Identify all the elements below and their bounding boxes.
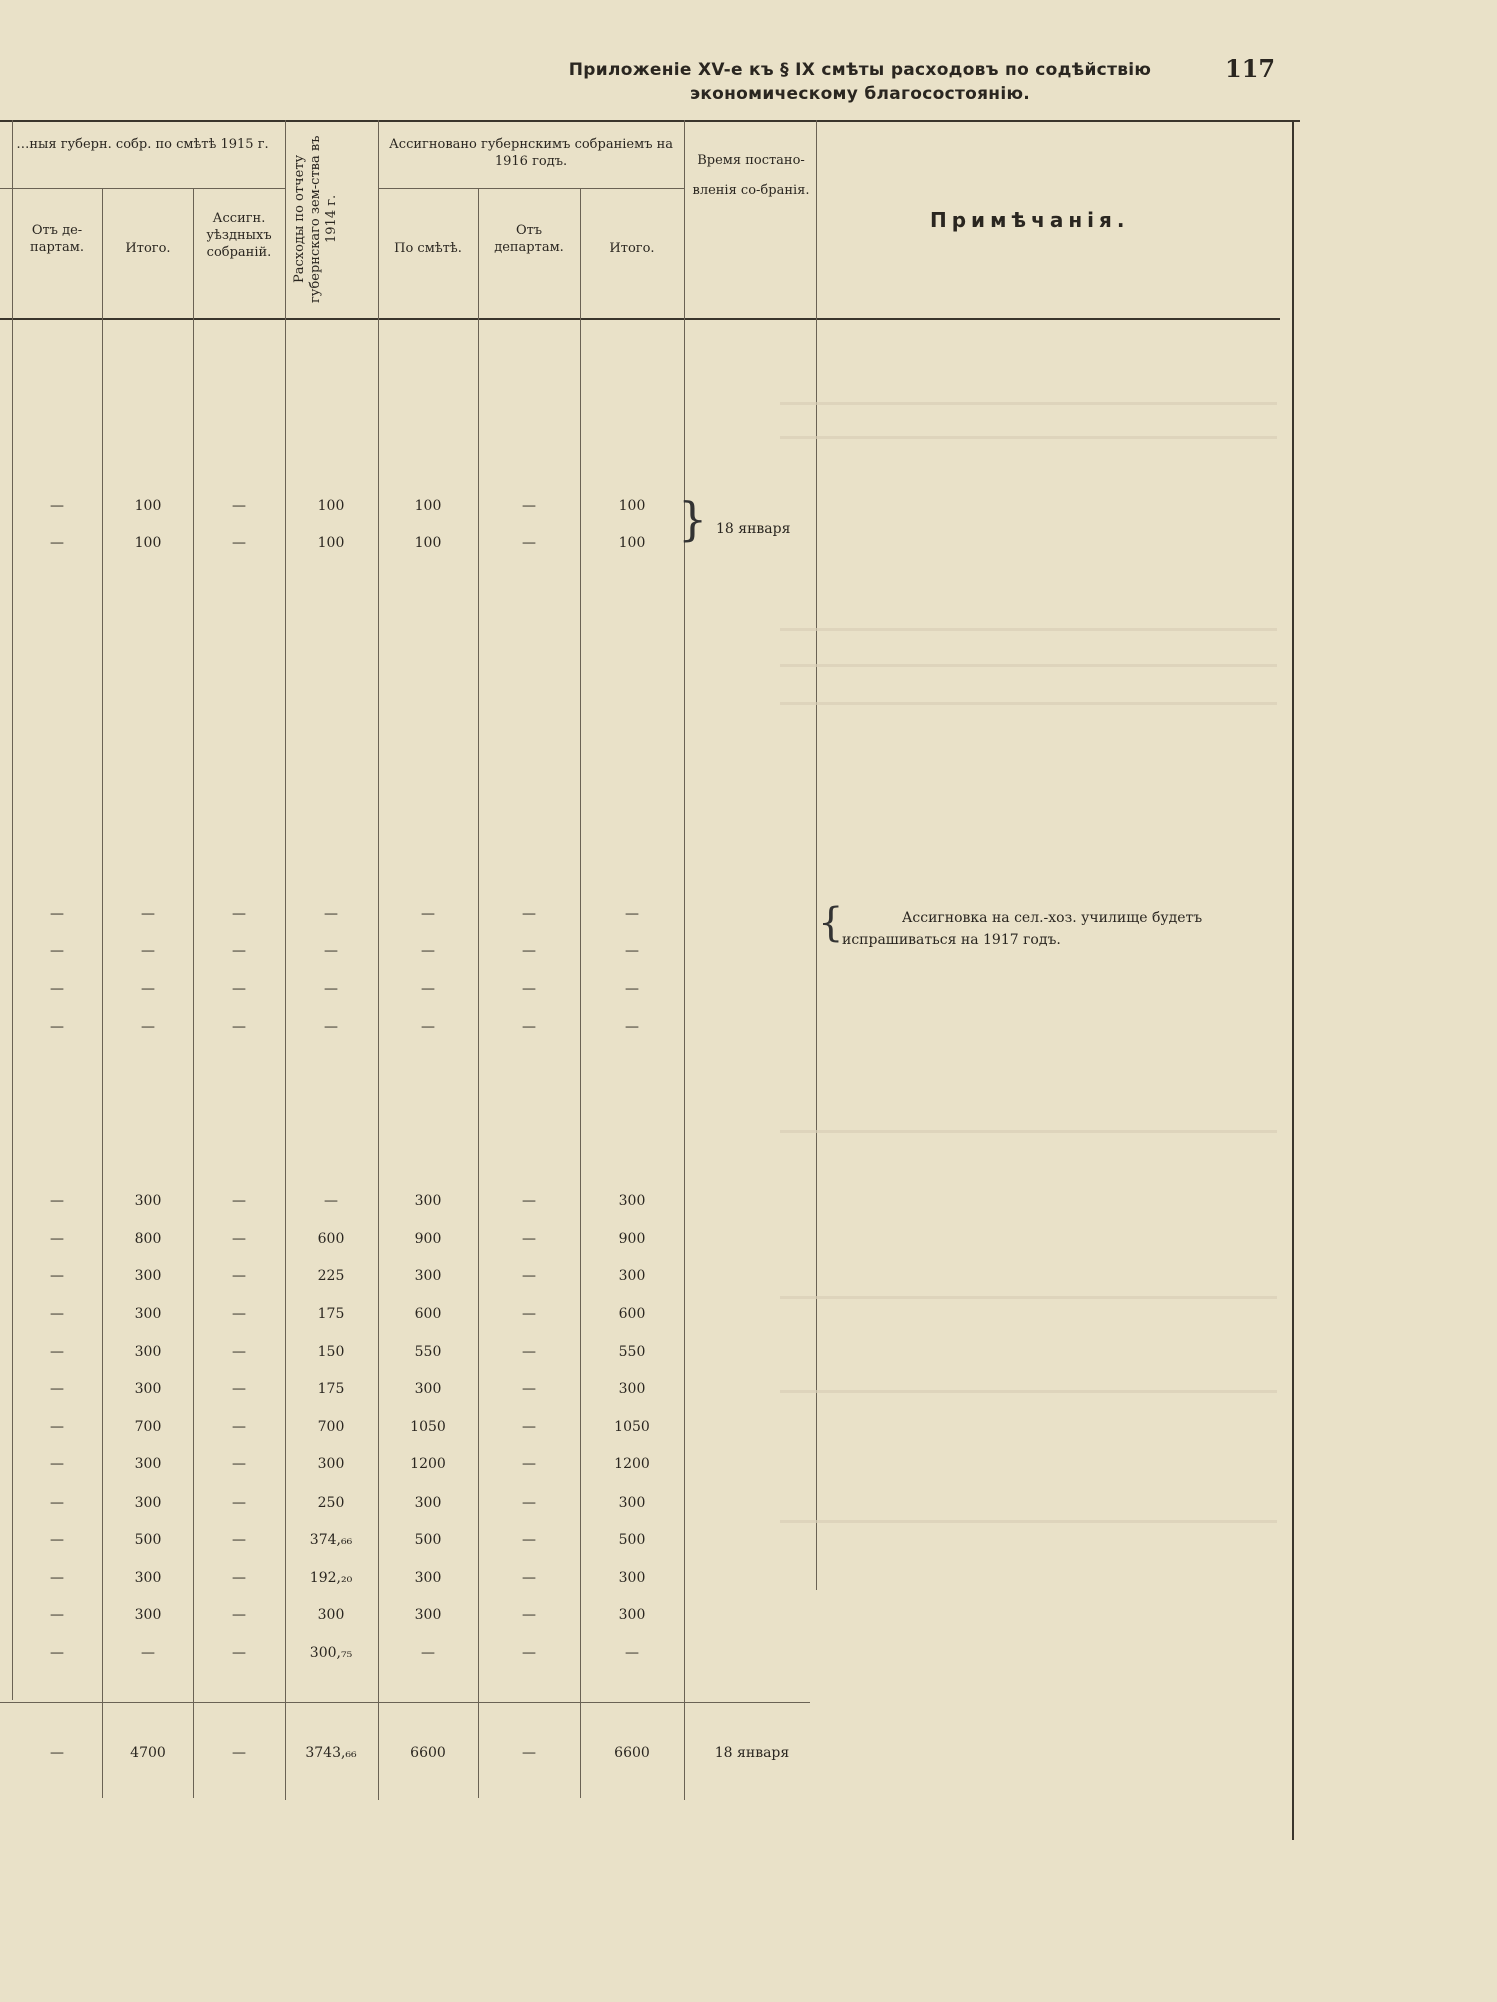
- header-line-2: экономическому благосостоянію.: [689, 84, 1031, 104]
- table-cell: —: [50, 943, 64, 959]
- table-cell: 900: [414, 1231, 442, 1247]
- table-cell: —: [50, 906, 64, 922]
- table-cell: —: [324, 1019, 338, 1035]
- table-cell: —: [50, 1019, 64, 1035]
- table-cell: —: [625, 943, 639, 959]
- table-cell: —: [232, 1532, 246, 1548]
- table-cell: —: [232, 981, 246, 997]
- bleed-through: [780, 664, 1277, 667]
- table-cell: 100: [134, 535, 162, 551]
- table-cell: —: [522, 1495, 536, 1511]
- total-cell: 6600: [614, 1745, 650, 1761]
- page-number: 117: [1225, 54, 1276, 83]
- header-group-1916: Ассигновано губернскимъ собраніемъ на 1916 годъ.: [388, 137, 674, 169]
- table-cell: —: [324, 906, 338, 922]
- table-cell: —: [50, 1344, 64, 1360]
- table-cell: —: [50, 498, 64, 514]
- header-from-department: Отъ де-партам.: [30, 223, 84, 255]
- table-cell: —: [232, 1193, 246, 1209]
- table-cell: 300: [134, 1495, 162, 1511]
- table-cell: 100: [618, 535, 646, 551]
- table-cell: 1050: [614, 1419, 650, 1435]
- table-cell: 500: [618, 1532, 646, 1548]
- table-cell: —: [522, 1645, 536, 1661]
- table-cell: 300: [317, 1607, 345, 1623]
- table-cell: 300: [618, 1381, 646, 1397]
- table-cell: —: [232, 906, 246, 922]
- brace-rows-1-2: }: [678, 492, 708, 546]
- bleed-through: [780, 1390, 1277, 1393]
- note-line-1: Ассигновка на сел.-хоз. училище будетъ: [901, 910, 1203, 926]
- total-cell: —: [522, 1745, 536, 1761]
- total-cell: —: [50, 1745, 64, 1761]
- table-cell: —: [625, 906, 639, 922]
- table-cell: 300: [414, 1193, 442, 1209]
- table-cell: 300: [618, 1570, 646, 1586]
- table-cell: 600: [317, 1231, 345, 1247]
- time-rows-1-2: 18 января: [716, 521, 791, 537]
- col-rule: [816, 120, 817, 1590]
- table-cell: —: [522, 981, 536, 997]
- table-cell: 900: [618, 1231, 646, 1247]
- bleed-through: [780, 1296, 1277, 1299]
- page-header: [520, 58, 1200, 106]
- table-cell: —: [625, 981, 639, 997]
- table-cell: —: [522, 1193, 536, 1209]
- table-cell: 175: [317, 1306, 345, 1322]
- table-cell: 100: [618, 498, 646, 514]
- table-cell: —: [232, 1607, 246, 1623]
- table-cell: 800: [134, 1231, 162, 1247]
- table-cell: 300: [134, 1456, 162, 1472]
- table-cell: —: [522, 1019, 536, 1035]
- table-cell: 100: [317, 498, 345, 514]
- table-cell: 150: [317, 1344, 345, 1360]
- table-cell: 300: [414, 1570, 442, 1586]
- table-cell: —: [232, 1231, 246, 1247]
- table-cell: —: [50, 981, 64, 997]
- header-by-estimate: По смѣтѣ.: [394, 241, 462, 256]
- table-cell: —: [141, 1019, 155, 1035]
- table-cell: —: [50, 1645, 64, 1661]
- header-group-1915: …ныя губерн. собр. по смѣтѣ 1915 г.: [16, 137, 269, 152]
- table-cell: —: [50, 1231, 64, 1247]
- table-cell: 700: [134, 1419, 162, 1435]
- table-cell: 100: [134, 498, 162, 514]
- header-total-1915: Итого.: [125, 241, 171, 256]
- table-cell: —: [522, 1344, 536, 1360]
- table-cell: 100: [414, 498, 442, 514]
- table-cell: 1050: [410, 1419, 446, 1435]
- header-total-1916: Итого.: [609, 241, 655, 256]
- table-cell: —: [232, 943, 246, 959]
- table-cell: —: [232, 1495, 246, 1511]
- table-cell: 300: [618, 1268, 646, 1284]
- table-cell: —: [421, 906, 435, 922]
- total-rule: [0, 1702, 810, 1703]
- table-cell: 250: [317, 1495, 345, 1511]
- table-cell: —: [625, 1645, 639, 1661]
- table-cell: —: [522, 1231, 536, 1247]
- brace-note: {: [818, 900, 844, 946]
- table-cell: 300: [414, 1607, 442, 1623]
- table-cell: 700: [317, 1419, 345, 1435]
- table-cell: 175: [317, 1381, 345, 1397]
- table-top-rule: [0, 120, 1300, 122]
- table-cell: —: [421, 1019, 435, 1035]
- header-from-department-1916: Отъ департам.: [494, 223, 564, 255]
- note-line-2: испрашиваться на 1917 годъ.: [842, 932, 1061, 948]
- table-cell: 300: [414, 1268, 442, 1284]
- table-cell: 300: [317, 1456, 345, 1472]
- table-cell: —: [141, 943, 155, 959]
- table-cell: —: [522, 943, 536, 959]
- table-cell: —: [50, 1570, 64, 1586]
- table-cell: —: [50, 1419, 64, 1435]
- header-expenses-1914: Расходы по отчету губернскаго зем-ства въ 1914 г.: [292, 135, 339, 303]
- group1-rule: [0, 188, 285, 189]
- bleed-through: [780, 628, 1277, 631]
- table-cell: —: [232, 1456, 246, 1472]
- table-cell: —: [522, 1268, 536, 1284]
- table-cell: —: [522, 535, 536, 551]
- table-cell: 100: [414, 535, 442, 551]
- table-cell: —: [50, 1607, 64, 1623]
- table-cell: 1200: [410, 1456, 446, 1472]
- table-cell: —: [232, 1570, 246, 1586]
- col-rule: [580, 188, 581, 1798]
- table-cell: —: [232, 535, 246, 551]
- table-cell: —: [232, 1645, 246, 1661]
- table-cell: —: [232, 1419, 246, 1435]
- table-cell: —: [324, 943, 338, 959]
- table-cell: —: [522, 1306, 536, 1322]
- table-cell: —: [50, 1306, 64, 1322]
- table-cell: 300: [414, 1381, 442, 1397]
- table-cell: 1200: [614, 1456, 650, 1472]
- header-resolution-time: Время постано-вленія со-бранія.: [692, 153, 810, 198]
- table-cell: —: [50, 1268, 64, 1284]
- header-bottom-rule: [0, 318, 1280, 320]
- table-cell: —: [522, 1419, 536, 1435]
- table-cell: —: [232, 498, 246, 514]
- table-cell: 300: [134, 1381, 162, 1397]
- table-cell: 300: [134, 1607, 162, 1623]
- table-cell: 374,₆₆: [309, 1532, 353, 1548]
- table-cell: —: [232, 1019, 246, 1035]
- table-cell: 500: [134, 1532, 162, 1548]
- bleed-through: [780, 1520, 1277, 1523]
- table-cell: —: [141, 1645, 155, 1661]
- table-cell: —: [232, 1268, 246, 1284]
- table-cell: —: [522, 1456, 536, 1472]
- table-cell: —: [50, 535, 64, 551]
- table-cell: —: [232, 1306, 246, 1322]
- table-cell: —: [50, 1381, 64, 1397]
- table-cell: —: [50, 1495, 64, 1511]
- table-cell: 300: [134, 1306, 162, 1322]
- table-cell: 300: [134, 1344, 162, 1360]
- table-cell: —: [421, 943, 435, 959]
- table-cell: 300: [618, 1495, 646, 1511]
- header-notes: Примѣчанія.: [930, 208, 1130, 232]
- table-cell: —: [421, 1645, 435, 1661]
- table-cell: —: [324, 1193, 338, 1209]
- bleed-through: [780, 1130, 1277, 1133]
- col-rule: [378, 120, 379, 1800]
- table-cell: 192,₂₀: [309, 1570, 353, 1586]
- total-cell: 3743,₆₆: [305, 1745, 357, 1761]
- table-cell: —: [232, 1344, 246, 1360]
- table-cell: —: [141, 981, 155, 997]
- col-rule: [478, 188, 479, 1798]
- table-cell: —: [50, 1193, 64, 1209]
- table-cell: 300,₇₅: [309, 1645, 353, 1661]
- table-cell: 300: [618, 1607, 646, 1623]
- total-cell: 6600: [410, 1745, 446, 1761]
- table-cell: —: [522, 906, 536, 922]
- col-rule: [684, 120, 685, 1800]
- bleed-through: [780, 402, 1277, 405]
- table-cell: —: [232, 1381, 246, 1397]
- table-cell: —: [522, 1607, 536, 1623]
- table-cell: 600: [414, 1306, 442, 1322]
- table-cell: —: [522, 1570, 536, 1586]
- table-cell: —: [324, 981, 338, 997]
- table-cell: —: [141, 906, 155, 922]
- table-cell: 600: [618, 1306, 646, 1322]
- table-cell: —: [522, 498, 536, 514]
- total-cell: —: [232, 1745, 246, 1761]
- header-uezd-assign: Ассигн. уѣздныхъ собраній.: [206, 211, 272, 260]
- table-cell: 300: [134, 1570, 162, 1586]
- table-cell: 550: [414, 1344, 442, 1360]
- bleed-through: [780, 436, 1277, 439]
- table-cell: 300: [414, 1495, 442, 1511]
- time-total: 18 января: [714, 1745, 790, 1761]
- table-cell: —: [50, 1456, 64, 1472]
- table-cell: —: [625, 1019, 639, 1035]
- table-cell: —: [421, 981, 435, 997]
- group2-rule: [378, 188, 684, 189]
- table-cell: 300: [134, 1193, 162, 1209]
- table-cell: 500: [414, 1532, 442, 1548]
- table-cell: 225: [317, 1268, 345, 1284]
- table-cell: 550: [618, 1344, 646, 1360]
- table-cell: —: [50, 1532, 64, 1548]
- table-cell: —: [522, 1532, 536, 1548]
- table-cell: 300: [618, 1193, 646, 1209]
- bleed-through: [780, 702, 1277, 705]
- table-cell: 300: [134, 1268, 162, 1284]
- table-cell: 100: [317, 535, 345, 551]
- header-line-1: Приложеніе XV-е къ § IX смѣты расходовъ по содѣйствію: [568, 60, 1152, 80]
- table-cell: —: [522, 1381, 536, 1397]
- right-border: [1292, 120, 1294, 1840]
- total-cell: 4700: [130, 1745, 166, 1761]
